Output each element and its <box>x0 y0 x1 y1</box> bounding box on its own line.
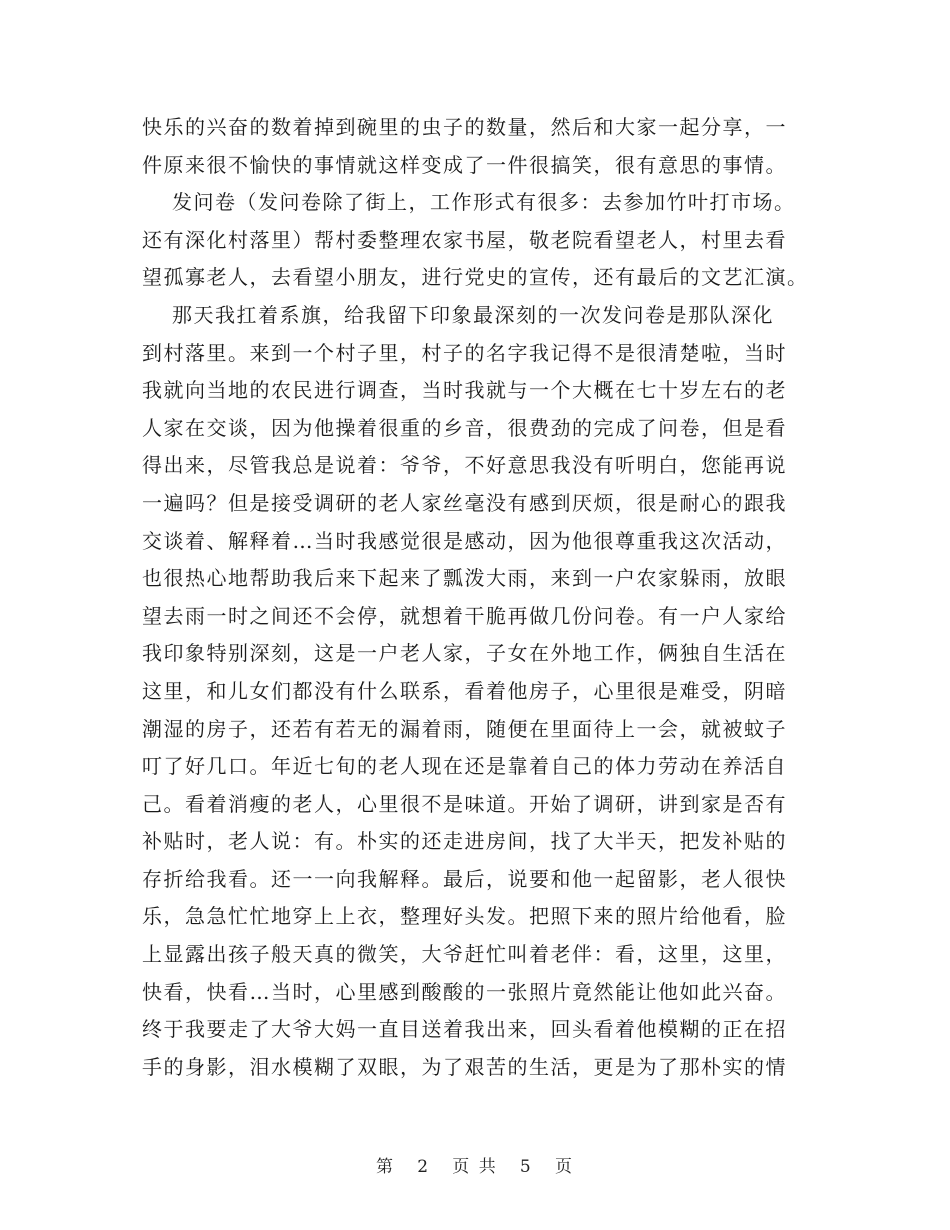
text-line: 一遍吗？但是接受调研的老人家丝毫没有感到厌烦，很是耐心的跟我 <box>142 490 787 515</box>
document-body <box>142 109 822 1086</box>
text-line: 潮湿的房子，还若有若无的漏着雨，随便在里面待上一会，就被蚊子 <box>142 716 787 741</box>
text-line: 这里，和儿女们都没有什么联系，看着他房子，心里很是难受，阴暗 <box>142 678 787 703</box>
text-line: 快乐的兴奋的数着掉到碗里的虫子的数量，然后和大家一起分享，一 <box>142 115 787 139</box>
text-line: 己。看着消瘦的老人，心里很不是味道。开始了调研，讲到家是否有 <box>142 791 787 816</box>
text-line: 快看，快看…当时，心里感到酸酸的一张照片竟然能让他如此兴奋。 <box>142 979 787 1004</box>
text-line: 人家在交谈，因为他操着很重的乡音，很费劲的完成了问卷，但是看 <box>142 415 787 440</box>
footer-prefix: 第 <box>376 1157 396 1177</box>
text-line: 我就向当地的农民进行调查，当时我就与一个大概在七十岁左右的老 <box>142 378 787 403</box>
text-line: 到村落里。来到一个村子里，村子的名字我记得不是很清楚啦，当时 <box>142 340 787 365</box>
text-line: 望去雨一时之间还不会停，就想着干脆再做几份问卷。有一户人家给 <box>142 603 787 628</box>
text-line: 补贴时，老人说：有。朴实的还走进房间，找了大半天，把发补贴的 <box>142 829 787 854</box>
page-footer <box>0 1152 950 1177</box>
text-line: 交谈着、解释着…当时我感觉很是感动，因为他很尊重我这次活动， <box>142 528 787 553</box>
text-line: 我印象特别深刻，这是一户老人家，子女在外地工作，俩独自生活在 <box>142 641 787 666</box>
text-line: 存折给我看。还一一向我解释。最后，说要和他一起留影，老人很快 <box>142 866 787 891</box>
text-line: 终于我要走了大爷大妈一直目送着我出来，回头看着他模糊的正在招 <box>142 1017 787 1042</box>
footer-suffix: 页 <box>554 1157 574 1177</box>
text-line: 望孤寡老人，去看望小朋友，进行党史的宣传，还有最后的文艺汇演。 <box>142 265 809 290</box>
footer-total-pages: 5 <box>519 1157 533 1177</box>
text-line: 那天我扛着系旗，给我留下印象最深刻的一次发问卷是那队深化 <box>172 302 774 327</box>
text-line: 上显露出孩子般天真的微笑，大爷赶忙叫着老伴：看，这里，这里， <box>142 942 787 967</box>
text-line: 手的身影，泪水模糊了双眼，为了艰苦的生活，更是为了那朴实的情 <box>142 1054 787 1079</box>
text-line: 件原来很不愉快的事情就这样变成了一件很搞笑，很有意思的事情。 <box>142 152 787 177</box>
text-line: 得出来，尽管我总是说着：爷爷，不好意思我没有听明白，您能再说 <box>142 453 787 478</box>
text-line: 乐，急急忙忙地穿上上衣，整理好头发。把照下来的照片给他看，脸 <box>142 904 787 929</box>
text-line: 还有深化村落里）帮村委整理农家书屋，敬老院看望老人，村里去看 <box>142 227 787 252</box>
text-line: 叮了好几口。年近七旬的老人现在还是靠着自己的体力劳动在养活自 <box>142 754 787 779</box>
text-line: 也很热心地帮助我后来下起来了瓢泼大雨，来到一户农家躲雨，放眼 <box>142 566 787 591</box>
text-line: 发问卷（发问卷除了街上，工作形式有很多：去参加竹叶打市场。 <box>172 190 796 215</box>
footer-middle: 页 共 <box>452 1157 498 1177</box>
footer-current-page: 2 <box>417 1157 431 1177</box>
